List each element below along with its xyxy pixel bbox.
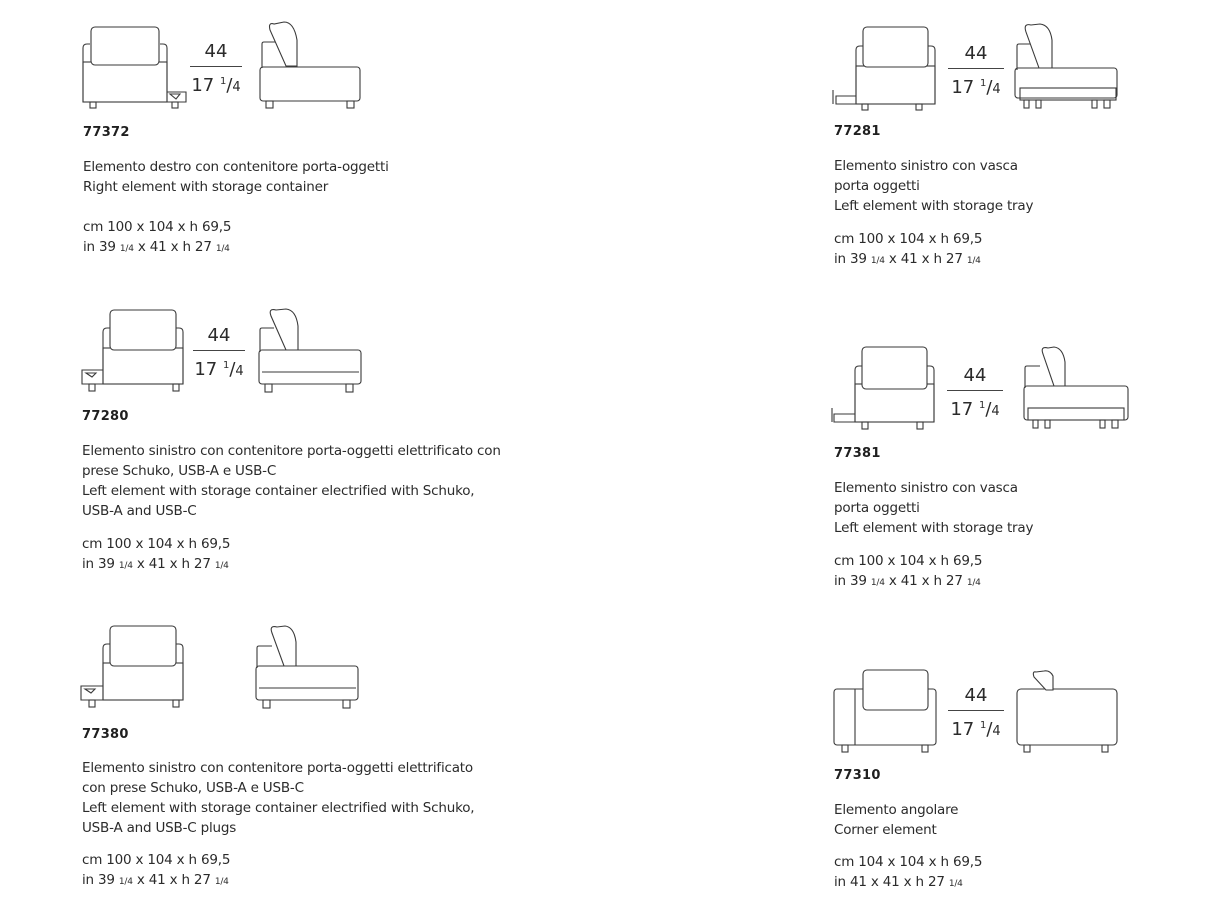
- seat-depth-in: 17 $^1$/4: [951, 77, 1001, 98]
- dim-cm: cm 100 x 104 x h 69,5: [83, 219, 232, 235]
- seat-depth-label: [948, 684, 1004, 738]
- desc-line: Left element with storage tray: [834, 520, 1034, 536]
- desc-line: Left element with storage container electrified with Schuko,: [82, 800, 475, 816]
- desc-line: prese Schuko, USB-A e USB-C: [82, 463, 277, 479]
- dim-cm: cm 100 x 104 x h 69,5: [82, 852, 231, 868]
- product-description: [82, 441, 501, 521]
- seat-depth-in: 17 $^1$/4: [194, 359, 244, 380]
- seat-depth-cm: 44: [207, 325, 231, 346]
- dimensions: [82, 850, 230, 890]
- desc-line: Elemento sinistro con vasca: [834, 480, 1018, 496]
- desc-line: Elemento sinistro con contenitore porta-oggetti elettrificato: [82, 760, 473, 776]
- divider: [948, 710, 1004, 711]
- product-code: 77310: [834, 768, 881, 783]
- product-description: [834, 800, 958, 840]
- seat-depth-cm: 44: [964, 685, 988, 706]
- product-description: [834, 156, 1033, 216]
- desc-line: Right element with storage container: [83, 179, 329, 195]
- product-code: 77280: [82, 409, 129, 424]
- divider: [193, 350, 245, 351]
- desc-line: Corner element: [834, 822, 937, 838]
- desc-line: porta oggetti: [834, 500, 920, 516]
- divider: [948, 68, 1004, 69]
- dim-in: in 39 1/4 x 41 x h 27 1/4: [82, 872, 229, 888]
- product-code: 77281: [834, 124, 881, 139]
- dim-cm: cm 100 x 104 x h 69,5: [834, 553, 983, 569]
- seat-depth-label: [193, 324, 245, 378]
- seat-depth-label: [190, 40, 242, 94]
- front-view-drawing: [0, 0, 1, 1]
- product-code: 77380: [82, 727, 129, 742]
- seat-depth-label: [947, 364, 1003, 418]
- dim-cm: cm 100 x 104 x h 69,5: [834, 231, 983, 247]
- dimensions: [82, 534, 230, 574]
- desc-line: Elemento destro con contenitore porta-oggetti: [83, 159, 389, 175]
- seat-depth-in: 17 $^1$/4: [951, 719, 1001, 740]
- seat-depth-cm: 44: [963, 365, 987, 386]
- desc-line: USB-A and USB-C plugs: [82, 820, 237, 836]
- desc-line: Left element with storage container electrified with Schuko,: [82, 483, 475, 499]
- seat-depth-label: [948, 42, 1004, 96]
- seat-depth-in: 17 $^1$/4: [950, 399, 1000, 420]
- product-code: 77372: [83, 125, 130, 140]
- product-description: [83, 157, 389, 197]
- desc-line: Left element with storage tray: [834, 198, 1034, 214]
- seat-depth-cm: 44: [964, 43, 988, 64]
- dimensions: [834, 551, 982, 591]
- dimensions: [834, 852, 982, 892]
- dim-in: in 39 1/4 x 41 x h 27 1/4: [83, 239, 230, 255]
- product-description: [82, 758, 474, 838]
- desc-line: Elemento sinistro con vasca: [834, 158, 1018, 174]
- divider: [947, 390, 1003, 391]
- dim-in: in 39 1/4 x 41 x h 27 1/4: [834, 573, 981, 589]
- dim-in: in 39 1/4 x 41 x h 27 1/4: [834, 251, 981, 267]
- desc-line: USB-A and USB-C: [82, 503, 197, 519]
- divider: [190, 66, 242, 67]
- product-code: 77381: [834, 446, 881, 461]
- seat-depth-in: 17 $^1$/4: [191, 75, 241, 96]
- dimensions: [834, 229, 982, 269]
- desc-line: con prese Schuko, USB-A e USB-C: [82, 780, 304, 796]
- dim-in: in 39 1/4 x 41 x h 27 1/4: [82, 556, 229, 572]
- product-description: [834, 478, 1033, 538]
- desc-line: porta oggetti: [834, 178, 920, 194]
- desc-line: Elemento sinistro con contenitore porta-oggetti elettrificato con: [82, 443, 501, 459]
- dimensions: [83, 217, 231, 257]
- dim-in: in 41 x 41 x h 27 1/4: [834, 874, 963, 890]
- desc-line: Elemento angolare: [834, 802, 959, 818]
- dim-cm: cm 100 x 104 x h 69,5: [82, 536, 231, 552]
- seat-depth-cm: 44: [204, 41, 228, 62]
- dim-cm: cm 104 x 104 x h 69,5: [834, 854, 983, 870]
